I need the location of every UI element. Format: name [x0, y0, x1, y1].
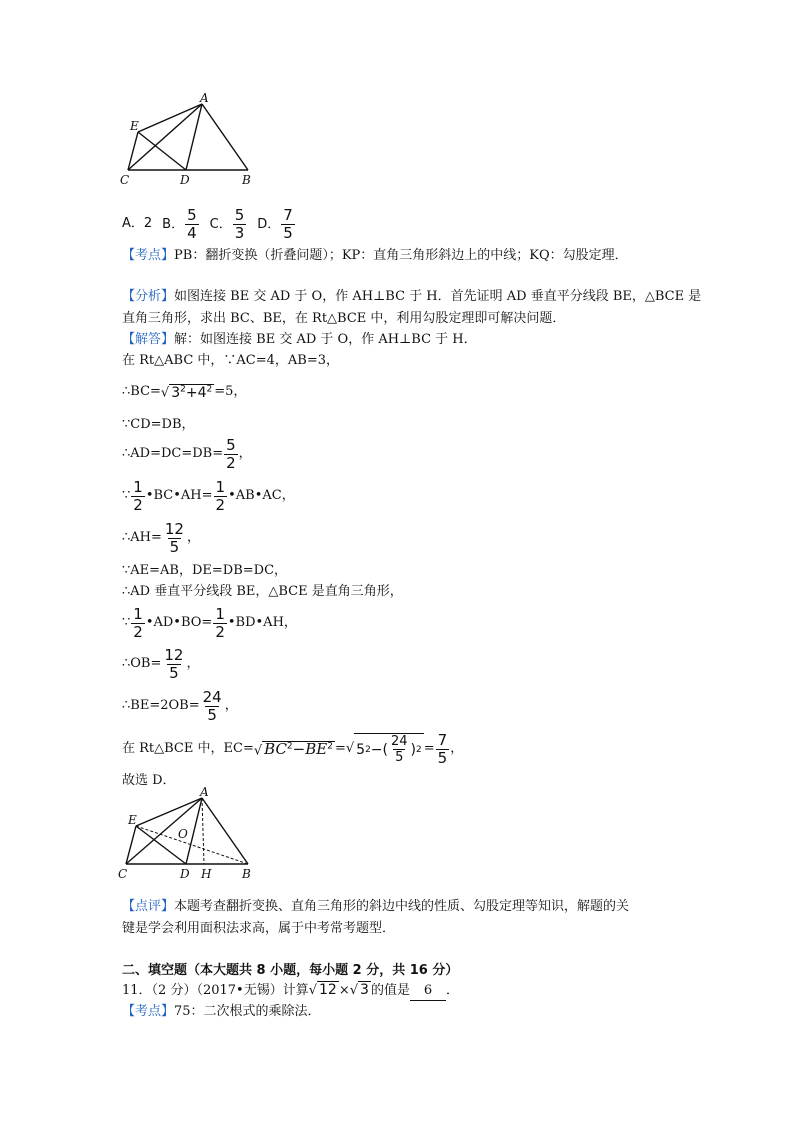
point-label-o: O [178, 827, 188, 841]
kaodian-2: 【考点】75：二次根式的乘除法． [122, 1004, 321, 1019]
step-6: ∴AH= $\frac{12}{5}$ ， [122, 519, 200, 556]
step-1: 在 Rt△ABC 中，∵AC=4，AB=3， [122, 353, 340, 368]
step-8: ∴AD 垂直平分线段 BE，△BCE 是直角三角形， [122, 584, 403, 599]
section-2-title: 二、填空题（本大题共 8 小题，每小题 2 分，共 16 分） [122, 963, 459, 978]
dianping-line-2: 键是学会利用面积法求高，属于中考常考题型． [122, 921, 396, 936]
kaodian-1: 【考点】PB：翻折变换（折叠问题）；KP：直角三角形斜边上的中线；KQ：勾股定理． [122, 248, 628, 263]
jieda-line: 【解答】解：如图连接 BE 交 AD 于 O，作 AH⊥BC 于 H． [122, 332, 477, 347]
step-13: 故选 D． [122, 773, 176, 788]
geometry-figure-1 [118, 92, 268, 187]
step-4: ∴AD=DC=DB= $\frac{5}{2}$ ， [122, 435, 252, 472]
answer-blank: 6 [410, 982, 446, 1001]
point-label-a: A [200, 786, 209, 799]
point-label-d: D [180, 173, 190, 187]
point-label-d: D [180, 867, 190, 881]
option-c: C． $\frac{5}{3}$ [209, 205, 245, 242]
point-label-e: E [130, 119, 139, 133]
point-label-b: B [242, 173, 251, 187]
point-label-c: C [120, 173, 130, 187]
step-7: ∵AE=AB，DE=DB=DC， [122, 563, 288, 578]
answer-options [122, 206, 296, 242]
option-a: A．2 [122, 216, 153, 231]
point-label-a: A [200, 92, 209, 105]
point-label-h: H [201, 867, 212, 881]
point-label-c: C [118, 867, 128, 881]
question-11: 11．（2 分）（2017•无锡）计算√ 12 ×√ 3 的值是 6 ． [122, 981, 459, 1001]
step-3: ∵CD=DB， [122, 417, 195, 432]
step-2: ∴BC=√ $3^2+4^2 =5$， [122, 383, 247, 401]
step-10: ∴OB= $\frac{12}{5}$ ， [122, 645, 200, 682]
step-9: ∵ $\frac{1}{2}$ •AD•BO= $\frac{1}{2}$ •BD•AH， [122, 604, 297, 641]
step-11: ∴BE=2OB= $\frac{24}{5}$ ， [122, 687, 238, 724]
step-5: ∵ $\frac{1}{2}$ •BC•AH= $\frac{1}{2}$ •AB•AC， [122, 477, 295, 514]
fenxi-line-1: 【分析】如图连接 BE 交 AD 于 O，作 AH⊥BC 于 H．首先证明 AD 垂直平分线段 BE，△BCE 是 [122, 289, 702, 304]
geometry-figure-2 [116, 786, 266, 884]
fenxi-line-2: 直角三角形，求出 BC、BE，在 Rt△BCE 中，利用勾股定理即可解决问题． [122, 311, 566, 326]
point-label-e: E [128, 813, 137, 827]
point-label-b: B [242, 867, 251, 881]
step-12: 在 Rt△BCE 中，EC= √ $BC^2-BE^2$ = √ 5 2 −( $\frac{24}{5}$ ) 2 = $\frac{7}{5}$ ， [122, 730, 464, 767]
dianping-line-1: 【点评】本题考查翻折变换、直角三角形的斜边中线的性质、勾股定理等知识，解题的关 [122, 899, 630, 914]
option-d: D． $\frac{7}{5}$ [257, 205, 293, 242]
option-b: B． $\frac{5}{4}$ [162, 205, 197, 242]
